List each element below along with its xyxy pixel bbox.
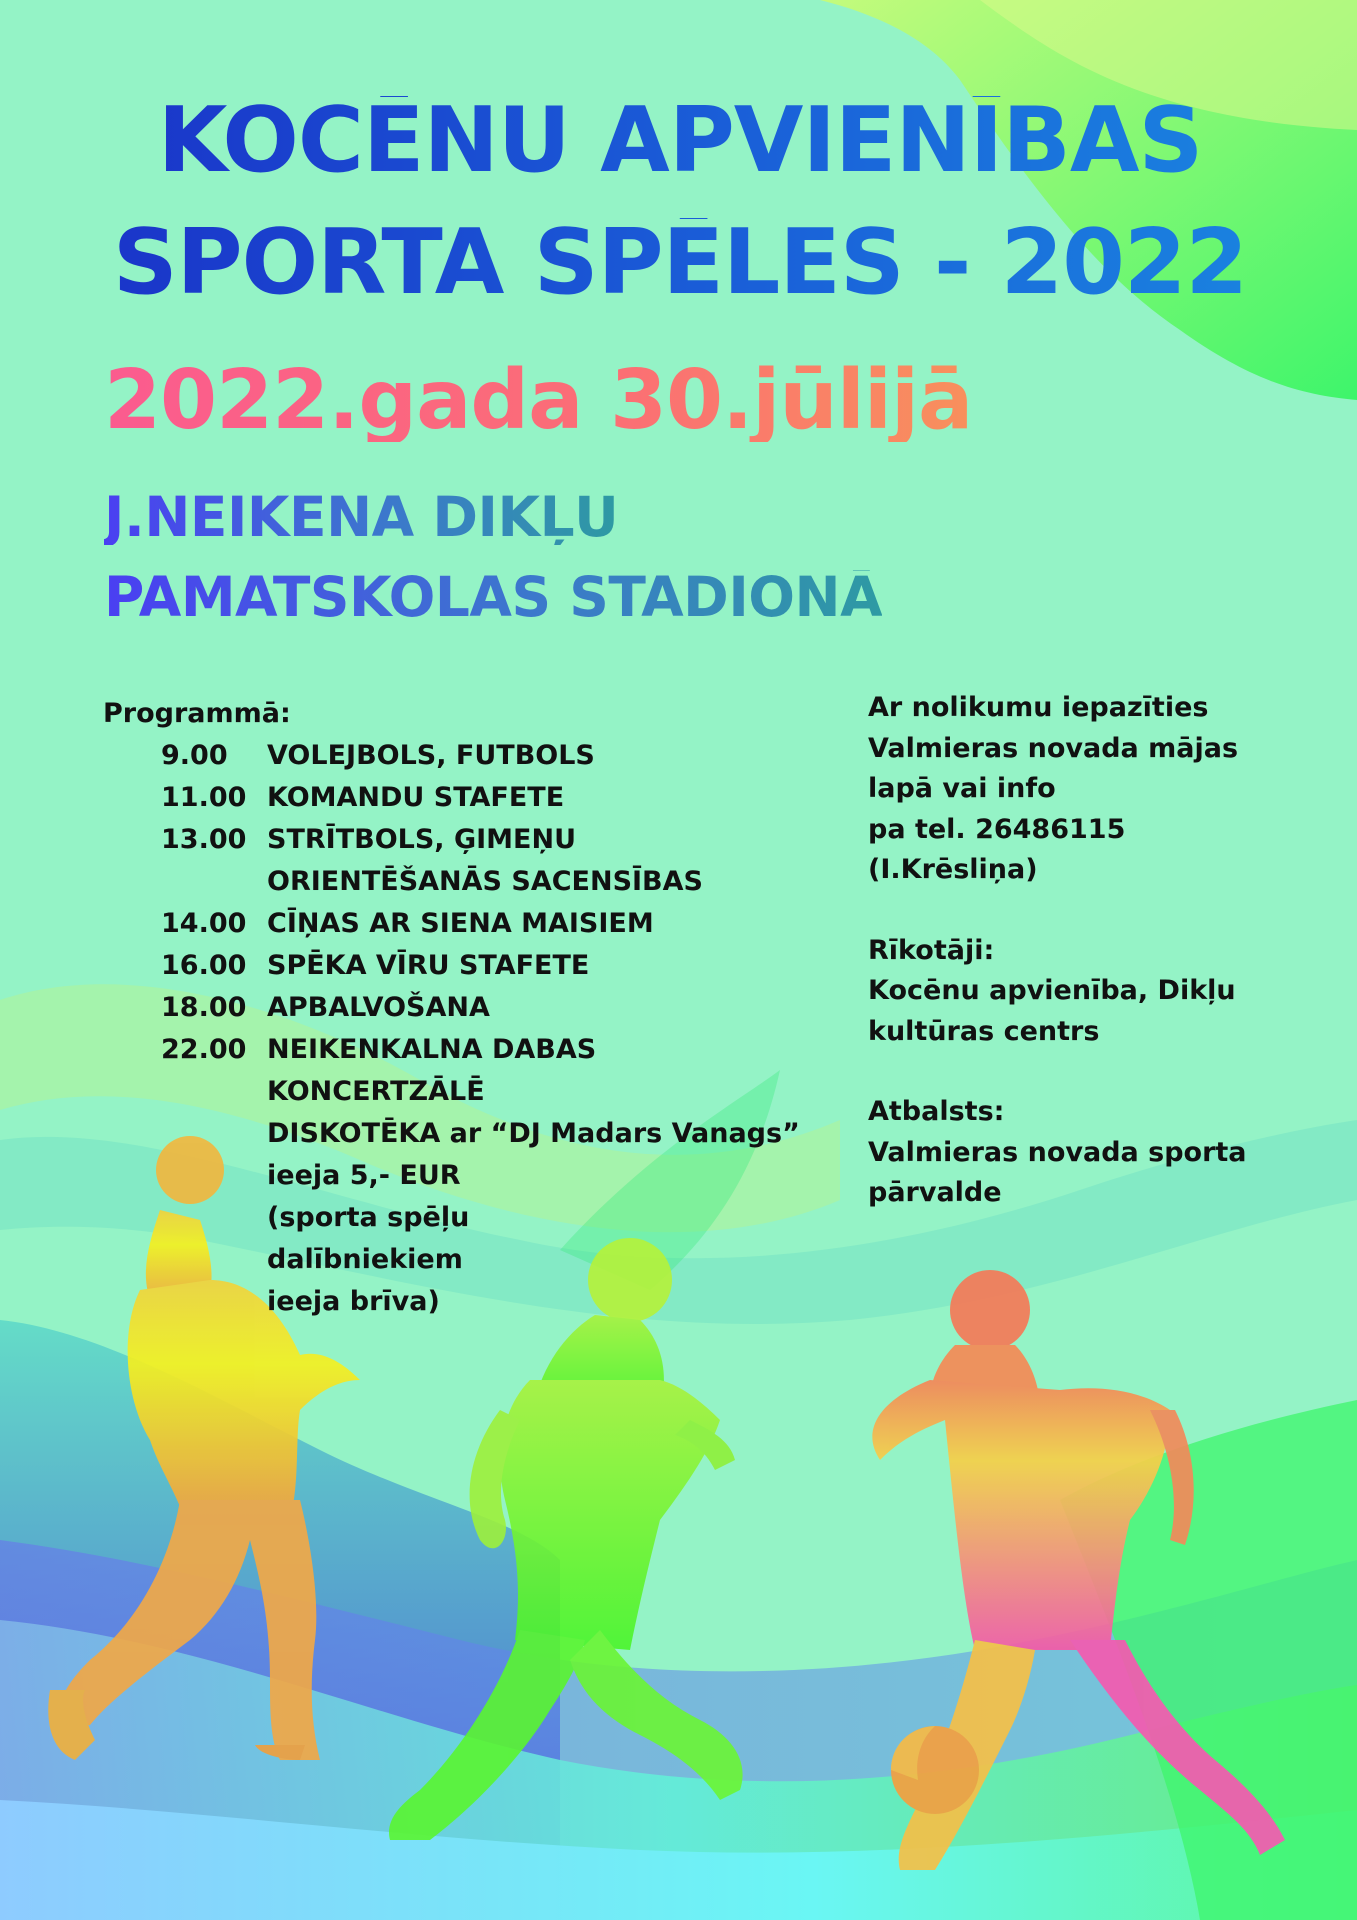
program-activity-line: NEIKENKALNA DABAS [267, 1034, 597, 1065]
info-line: Kocēnu apvienība, Dikļu [868, 975, 1236, 1006]
program-activity [267, 735, 843, 777]
program-activity-line: ieeja brīva) [267, 1286, 440, 1317]
program-item [103, 987, 843, 1029]
program-item [103, 945, 843, 987]
venue-line1: J.NEIKENA DIKĻU [104, 485, 619, 549]
info-line: Valmieras novada mājas [868, 732, 1239, 764]
program-activity-line: VOLEJBOLS, FUTBOLS [267, 740, 595, 771]
program-activity [267, 945, 843, 987]
program-item [103, 1029, 843, 1323]
program-time: 22.00 [161, 1034, 247, 1065]
program-time: 11.00 [161, 782, 247, 813]
info-line: kultūras centrs [868, 1015, 1100, 1047]
info-line: (I.Krēsliņa) [868, 854, 1038, 885]
program-item [103, 819, 843, 903]
program-activity-line: SPĒKA VĪRU STAFETE [267, 950, 590, 981]
info-line: pa tel. 26486115 [868, 813, 1126, 845]
program-activity [267, 777, 843, 819]
info-line: lapā vai info [868, 773, 1056, 804]
info-line: Ar nolikumu iepazīties [868, 692, 1209, 723]
program-activity-line: KOMANDU STAFETE [267, 782, 565, 813]
info-line: pārvalde [868, 1177, 1002, 1208]
program-time: 16.00 [161, 950, 247, 981]
info-line: Atbalsts: [868, 1096, 1005, 1127]
program-activity-line: KONCERTZĀLĒ [267, 1076, 485, 1107]
program-activity [267, 819, 843, 903]
regulations-info [868, 688, 1308, 891]
program-activity-line: CĪŅAS AR SIENA MAISIEM [267, 908, 654, 939]
poster-title-line2: SPORTA SPĒLES - 2022 [60, 218, 1300, 308]
program-activity-line: dalībniekiem [267, 1244, 463, 1275]
program-activity-line: APBALVOŠANA [267, 992, 490, 1023]
program-activity-line: (sporta spēļu [267, 1202, 470, 1233]
program-activity-line: STRĪTBOLS, ĢIMEŅU [267, 824, 576, 855]
program-activity-line: DISKOTĒKA ar “DJ Madars Vanags” [267, 1118, 800, 1149]
program-activity-line: ORIENTĒŠANĀS SACENSĪBAS [267, 866, 703, 897]
program-time: 18.00 [161, 992, 247, 1023]
info-line: Valmieras novada sporta [868, 1136, 1247, 1168]
poster-title-line1: KOCĒNU APVIENĪBAS [60, 96, 1300, 186]
info-line: Rīkotāji: [868, 934, 995, 966]
organizers-info [868, 931, 1308, 1053]
program-schedule [103, 693, 843, 1323]
program-time: 9.00 [161, 740, 228, 771]
program-item [103, 777, 843, 819]
program-activity [267, 1029, 843, 1323]
program-activity [267, 903, 843, 945]
program-item [103, 903, 843, 945]
program-item [103, 735, 843, 777]
program-heading: Programmā: [103, 698, 291, 729]
program-time: 13.00 [161, 824, 247, 855]
program-activity-line: ieeja 5,- EUR [267, 1160, 461, 1191]
support-info [868, 1092, 1308, 1214]
program-activity [267, 987, 843, 1029]
venue-line2: PAMATSKOLAS STADIONĀ [104, 565, 883, 629]
info-column [868, 688, 1308, 1254]
event-date: 2022.gada 30.jūlijā [104, 353, 973, 448]
program-time: 14.00 [161, 908, 247, 939]
